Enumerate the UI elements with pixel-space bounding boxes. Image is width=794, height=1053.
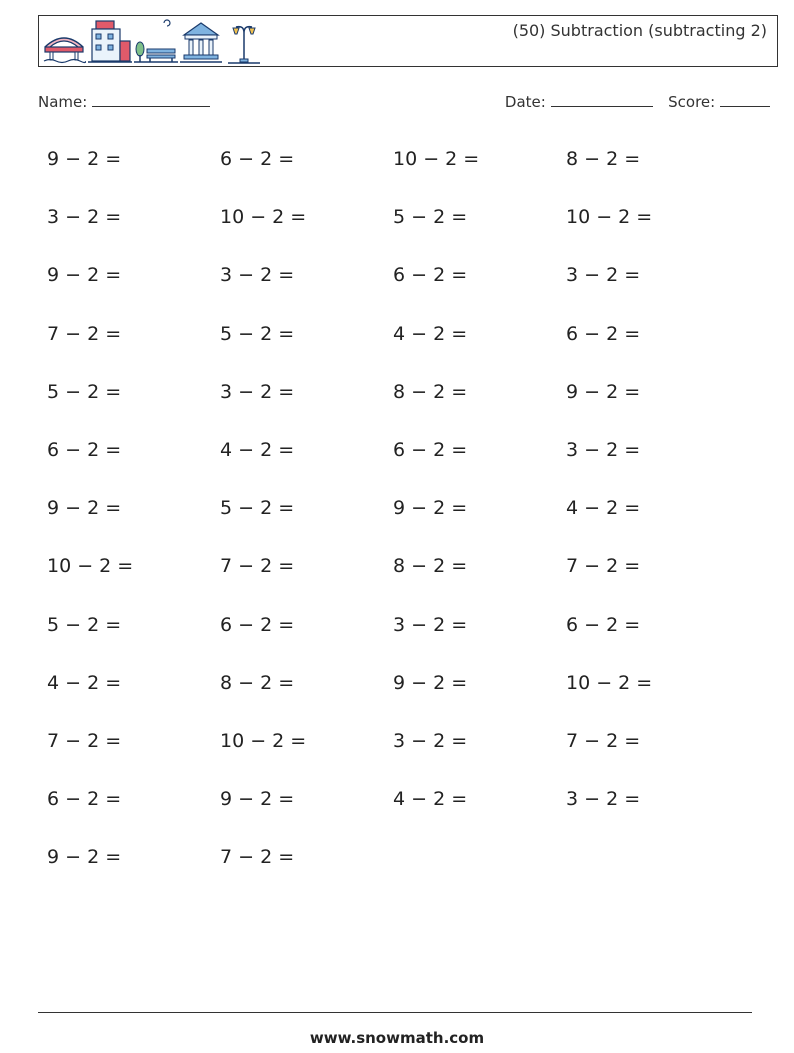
problem-item: 10 − 2 =	[393, 148, 480, 170]
problem-item: 3 − 2 =	[566, 788, 641, 811]
name-label: Name:	[38, 93, 88, 111]
problem-item: 5 − 2 =	[220, 322, 295, 345]
problem-item: 8 − 2 =	[393, 555, 468, 578]
footer-site: www.snowmath.com	[309, 1029, 485, 1047]
problem-item: 8 − 2 =	[220, 671, 295, 694]
problem-item: 6 − 2 =	[220, 148, 295, 170]
problem-item: 6 − 2 =	[220, 613, 295, 636]
problem-item: 3 − 2 =	[220, 380, 295, 403]
problem-item: 5 − 2 =	[220, 497, 295, 520]
problem-item: 3 − 2 =	[566, 439, 641, 461]
problem-item: 9 − 2 =	[47, 846, 122, 869]
problem-item: 3 − 2 =	[393, 730, 468, 752]
problem-item: 9 − 2 =	[220, 788, 295, 811]
problem-item: 5 − 2 =	[393, 206, 468, 229]
problem-item: 10 − 2 =	[47, 555, 134, 578]
problem-item: 10 − 2 =	[220, 730, 307, 752]
problem-item: 6 − 2 =	[566, 613, 641, 636]
problem-item: 10 − 2 =	[566, 206, 653, 229]
problem-item: 6 − 2 =	[393, 264, 468, 287]
problem-item: 3 − 2 =	[220, 264, 295, 287]
problem-item: 4 − 2 =	[220, 439, 295, 461]
score-label: Score:	[668, 93, 716, 111]
problem-item: 9 − 2 =	[47, 148, 122, 170]
problem-item: 6 − 2 =	[47, 788, 122, 811]
problem-item: 3 − 2 =	[566, 264, 641, 287]
footer-divider	[38, 1012, 752, 1013]
worksheet-title: (50) Subtraction (subtracting 2)	[512, 21, 767, 40]
problem-item: 10 − 2 =	[566, 671, 653, 694]
problem-item: 5 − 2 =	[47, 613, 122, 636]
problem-item: 7 − 2 =	[47, 322, 122, 345]
problem-item: 4 − 2 =	[393, 788, 468, 811]
problem-item: 9 − 2 =	[393, 671, 468, 694]
problem-item: 7 − 2 =	[220, 846, 295, 869]
problem-item: 9 − 2 =	[566, 380, 641, 403]
problem-item: 7 − 2 =	[566, 555, 641, 578]
problem-item: 9 − 2 =	[47, 497, 122, 520]
date-label: Date:	[504, 93, 546, 111]
problem-item: 7 − 2 =	[566, 730, 641, 752]
problem-item: 4 − 2 =	[566, 497, 641, 520]
problem-item: 8 − 2 =	[566, 148, 641, 170]
problem-item: 9 − 2 =	[393, 497, 468, 520]
problem-item: 10 − 2 =	[220, 206, 307, 229]
problem-item: 8 − 2 =	[393, 380, 468, 403]
problem-item: 4 − 2 =	[47, 671, 122, 694]
problem-item: 6 − 2 =	[47, 439, 122, 461]
problem-item: 7 − 2 =	[220, 555, 295, 578]
problem-item: 6 − 2 =	[393, 439, 468, 461]
problem-item: 9 − 2 =	[47, 264, 122, 287]
problem-item: 3 − 2 =	[47, 206, 122, 229]
problem-item: 3 − 2 =	[393, 613, 468, 636]
problem-item: 7 − 2 =	[47, 730, 122, 752]
problem-item: 4 − 2 =	[393, 322, 468, 345]
problem-item: 5 − 2 =	[47, 380, 122, 403]
problem-item: 6 − 2 =	[566, 322, 641, 345]
